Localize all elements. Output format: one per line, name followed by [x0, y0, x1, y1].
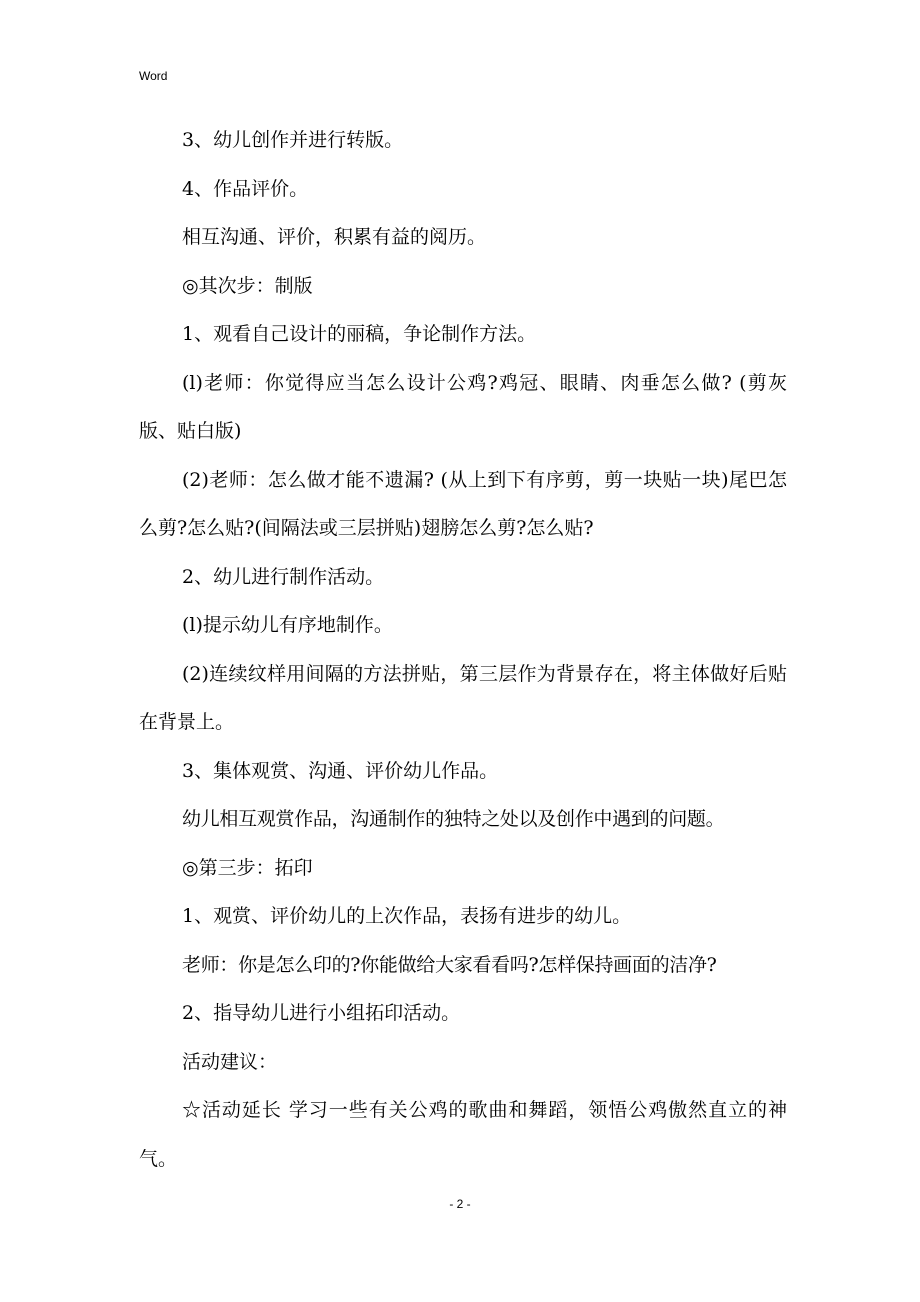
paragraph-activity-extension: ☆活动延长 学习一些有关公鸡的歌曲和舞蹈，领悟公鸡傲然直立的神气。	[139, 1099, 787, 1170]
section-heading-third-step: ◎第三步：拓印	[182, 856, 313, 879]
paragraph-step-4-evaluate: 4、作品评价。	[182, 177, 309, 200]
paragraph-observe-design: 1、观看自己设计的丽稿，争论制作方法。	[182, 323, 537, 345]
paragraph-communicate: 相互沟通、评价，积累有益的阅历。	[182, 226, 487, 248]
paragraph-teacher-question-2: (2)老师：怎么做才能不遗漏? (从上到下有序剪，剪一块贴一块)尾巴怎么剪?怎么贴?(间隔法或三层拼贴)翅膀怎么剪?怎么贴?	[139, 468, 787, 539]
paragraph-step-3-create: 3、幼儿创作并进行转版。	[182, 129, 404, 151]
document-body	[139, 116, 787, 1183]
page-header-word: Word	[139, 69, 168, 83]
paragraph-orderly-production: (l)提示幼儿有序地制作。	[182, 614, 393, 636]
paragraph-teacher-printing-question: 老师：你是怎么印的?你能做给大家看看吗?怎样保持画面的洁净?	[182, 953, 717, 976]
paragraph-production-activity: 2、幼儿进行制作活动。	[182, 565, 385, 588]
paragraph-group-appreciation: 3、集体观赏、沟通、评价幼儿作品。	[182, 759, 499, 782]
paragraph-continuous-pattern: (2)连续纹样用间隔的方法拼贴，第三层作为背景存在，将主体做好后贴在背景上。	[139, 662, 787, 733]
page-number: - 2 -	[449, 1197, 471, 1211]
section-heading-second-step: ◎其次步：制版	[182, 274, 313, 297]
paragraph-activity-suggestions: 活动建议：	[182, 1050, 278, 1073]
paragraph-teacher-question-1: (l)老师：你觉得应当怎么设计公鸡?鸡冠、眼睛、肉垂怎么做? (剪灰版、贴白版)	[139, 371, 787, 442]
paragraph-evaluate-previous: 1、观赏、评价幼儿的上次作品，表扬有进步的幼儿。	[182, 905, 632, 927]
paragraph-mutual-appreciation: 幼儿相互观赏作品，沟通制作的独特之处以及创作中遇到的问题。	[182, 808, 725, 830]
paragraph-guide-printing: 2、指导幼儿进行小组拓印活动。	[182, 1002, 461, 1024]
